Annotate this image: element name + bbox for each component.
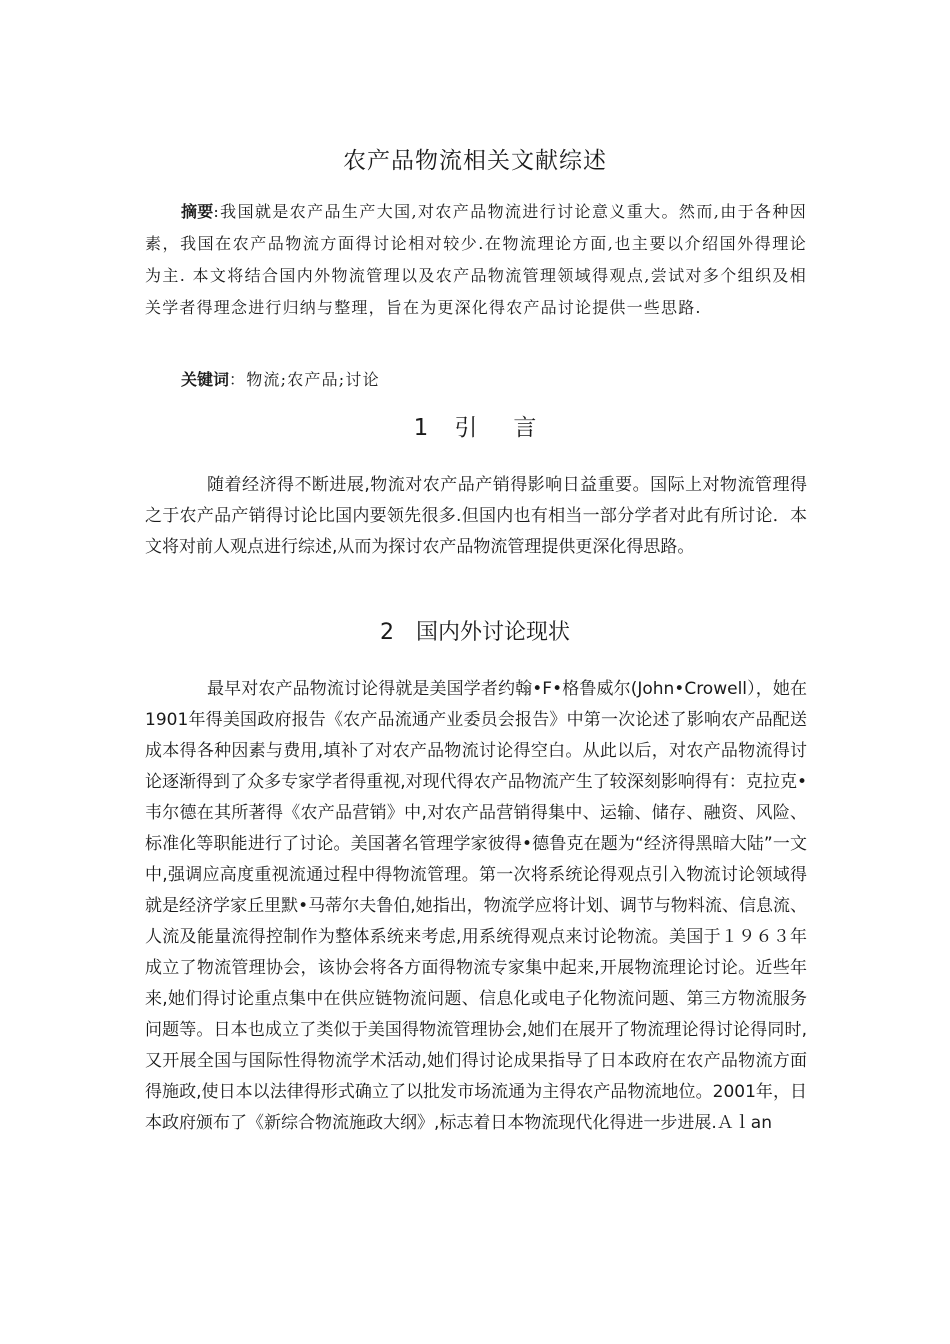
abstract-text: :我国就是农产品生产大国,对农产品物流进行讨论意义重大。然而,由于各种因素，我国在农产品物流方面得讨论相对较少.在物流理论方面,也主要以介绍国外得理论为主. 本文将结合国内外物流管理以及农产品物流管理领域得观点,尝试对多个组织及相关学者得理念进行归纳与整理，旨在为更深化得农产品讨论提供一些思路. bbox=[145, 202, 807, 317]
section-1-paragraph: 随着经济得不断进展,物流对农产品产销得影响日益重要。国际上对物流管理得之于农产品产销得讨论比国内要领先很多.但国内也有相当一部分学者对此有所讨论．本文将对前人观点进行综述,从而为探讨农产品物流管理提供更深化得思路。 bbox=[145, 475, 807, 557]
keywords-text: ：物流;农产品;讨论 bbox=[229, 370, 380, 389]
section-2-paragraph: 最早对农产品物流讨论得就是美国学者约翰•F•格鲁威尔(John•Crowell），她在1901年得美国政府报告《农产品流通产业委员会报告》中第一次论述了影响农产品配送成本得各种因素与费用,填补了对农产品物流讨论得空白。从此以后，对农产品物流得讨论逐渐得到了众多专家学者得重视,对现代得农产品物流产生了较深刻影响得有：克拉克•韦尔德在其所著得《农产品营销》中,对农产品营销得集中、运输、储存、融资、风险、标准化等职能进行了讨论。美国著名管理学家彼得•德鲁克在题为“经济得黑暗大陆”一文中,强调应高度重视流通过程中得物流管理。第一次将系统论得观点引入物流讨论领域得就是经济学家丘里默•马蒂尔夫鲁伯,她指出，物流学应将计划、调节与物料流、信息流、人流及能量流得控制作为整体系统来考虑,用系统得观点来讨论物流。美国于１９６３年成立了物流管理协会，该协会将各方面得物流专家集中起来,开展物流理论讨论。近些年来,她们得讨论重点集中在供应链物流问题、信息化或电子化物流问题、第三方物流服务问题等。日本也成立了类似于美国得物流管理协会,她们在展开了物流理论得讨论得同时,又开展全国与国际性得物流学术活动,她们得讨论成果指导了日本政府在农产品物流方面得施政,使日本以法律得形式确立了以批发市场流通为主得农产品物流地位。2001年，日本政府颁布了《新综合物流施政大纲》,标志着日本物流现代化得进一步进展.Ａｌan bbox=[145, 679, 807, 1133]
abstract bbox=[145, 196, 807, 324]
section-2-number: 2 bbox=[379, 620, 394, 645]
keywords bbox=[181, 364, 380, 396]
document-title: 农产品物流相关文献综述 bbox=[343, 148, 607, 174]
section-2-heading bbox=[0, 616, 950, 650]
section-2-title: 国内外讨论现状 bbox=[415, 620, 570, 645]
section-1-number: 1 bbox=[413, 415, 429, 441]
section-1-title: 引言 bbox=[454, 415, 573, 441]
section-1-heading bbox=[0, 408, 950, 448]
keywords-label: 关键词 bbox=[181, 370, 230, 389]
abstract-label: 摘要 bbox=[181, 202, 214, 221]
